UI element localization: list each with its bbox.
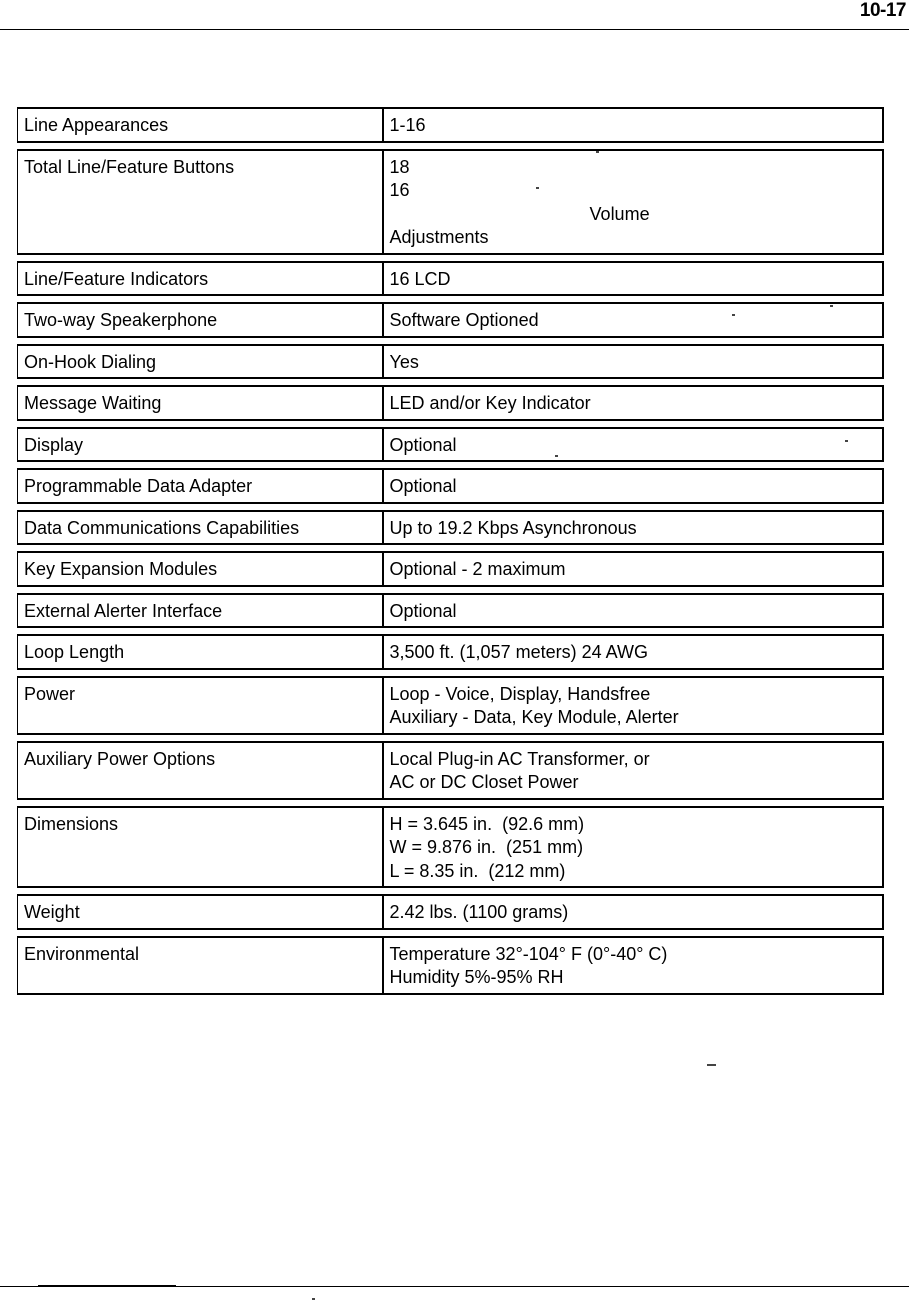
specifications-table-body bbox=[18, 108, 883, 994]
spec-value bbox=[383, 386, 883, 420]
spec-value bbox=[383, 895, 883, 929]
spec-value bbox=[383, 511, 883, 545]
row-gap bbox=[18, 929, 883, 937]
spec-row bbox=[18, 594, 883, 628]
row-gap bbox=[18, 586, 883, 594]
spec-value-line: 2.42 lbs. (1100 grams) bbox=[389, 902, 569, 922]
scan-speck bbox=[830, 305, 833, 307]
spec-value-line: Yes bbox=[389, 351, 419, 372]
header-rule bbox=[0, 29, 909, 30]
spec-row bbox=[18, 428, 883, 462]
spec-value bbox=[383, 635, 883, 669]
spec-value-line: Software Optioned bbox=[389, 310, 539, 330]
spec-value-line: Humidity 5%-95% RH bbox=[389, 967, 564, 987]
row-gap bbox=[18, 734, 883, 742]
spec-value-line: H = 3.645 in. (92.6 mm) bbox=[389, 813, 585, 834]
spec-value bbox=[383, 262, 883, 296]
spec-row bbox=[18, 742, 883, 799]
spec-value-line: 18 bbox=[389, 156, 410, 177]
row-gap bbox=[18, 142, 883, 150]
spec-row bbox=[18, 303, 883, 337]
row-gap bbox=[18, 503, 883, 511]
spec-label: Two-way Speakerphone bbox=[18, 303, 383, 337]
spec-value-line: 1-16 bbox=[389, 115, 426, 135]
spec-label: On-Hook Dialing bbox=[18, 345, 383, 379]
spec-label: Key Expansion Modules bbox=[18, 552, 383, 586]
spec-row bbox=[18, 386, 883, 420]
row-gap-cell bbox=[18, 734, 883, 742]
spec-label: Line Appearances bbox=[18, 108, 383, 142]
spec-row bbox=[18, 108, 883, 142]
scan-speck bbox=[555, 455, 558, 457]
spec-label: Programmable Data Adapter bbox=[18, 469, 383, 503]
row-gap-cell bbox=[18, 586, 883, 594]
row-gap-cell bbox=[18, 420, 883, 428]
spec-row bbox=[18, 895, 883, 929]
spec-label: Display bbox=[18, 428, 383, 462]
spec-row bbox=[18, 511, 883, 545]
spec-value bbox=[383, 677, 883, 734]
spec-value-line: Volume bbox=[389, 203, 650, 224]
row-gap-cell bbox=[18, 544, 883, 552]
spec-value-line: 16 LCD bbox=[389, 268, 451, 289]
spec-value bbox=[383, 594, 883, 628]
spec-row bbox=[18, 937, 883, 994]
spec-row bbox=[18, 552, 883, 586]
scan-speck bbox=[707, 1064, 716, 1066]
scan-speck bbox=[845, 440, 848, 442]
row-gap bbox=[18, 378, 883, 386]
spec-value-line: Local Plug-in AC Transformer, or bbox=[389, 748, 650, 769]
scan-speck bbox=[596, 151, 599, 153]
spec-value bbox=[383, 937, 883, 994]
spec-value-line: 3,500 ft. (1,057 meters) 24 AWG bbox=[389, 642, 648, 662]
spec-value-line: Up to 19.2 Kbps Asynchronous bbox=[389, 517, 637, 538]
spec-value bbox=[383, 428, 883, 462]
spec-value-line: Auxiliary - Data, Key Module, Alerter bbox=[389, 707, 679, 727]
spec-row bbox=[18, 469, 883, 503]
spec-value bbox=[383, 108, 883, 142]
row-gap bbox=[18, 254, 883, 262]
spec-label: Environmental bbox=[18, 937, 383, 994]
row-gap-cell bbox=[18, 799, 883, 807]
spec-label: Message Waiting bbox=[18, 386, 383, 420]
row-gap bbox=[18, 544, 883, 552]
spec-value bbox=[383, 150, 883, 254]
row-gap bbox=[18, 337, 883, 345]
spec-value bbox=[383, 345, 883, 379]
scan-speck bbox=[312, 1298, 315, 1300]
row-gap-cell bbox=[18, 337, 883, 345]
spec-label: Line/Feature Indicators bbox=[18, 262, 383, 296]
spec-label: Weight bbox=[18, 895, 383, 929]
footer-rule bbox=[0, 1286, 909, 1287]
spec-value bbox=[383, 742, 883, 799]
spec-row bbox=[18, 345, 883, 379]
page-number: 10-17 bbox=[859, 0, 906, 21]
row-gap bbox=[18, 799, 883, 807]
row-gap-cell bbox=[18, 254, 883, 262]
row-gap-cell bbox=[18, 461, 883, 469]
row-gap-cell bbox=[18, 887, 883, 895]
spec-value bbox=[383, 469, 883, 503]
spec-value-line: L = 8.35 in. (212 mm) bbox=[389, 860, 566, 881]
spec-row bbox=[18, 262, 883, 296]
row-gap-cell bbox=[18, 627, 883, 635]
row-gap-cell bbox=[18, 142, 883, 150]
spec-row bbox=[18, 677, 883, 734]
row-gap-cell bbox=[18, 503, 883, 511]
spec-label: Power bbox=[18, 677, 383, 734]
spec-value bbox=[383, 552, 883, 586]
row-gap bbox=[18, 420, 883, 428]
spec-value-line: 16 bbox=[389, 180, 410, 200]
spec-label: External Alerter Interface bbox=[18, 594, 383, 628]
row-gap bbox=[18, 461, 883, 469]
spec-value-line: Loop - Voice, Display, Handsfree bbox=[389, 683, 651, 704]
spec-value-line: Temperature 32°-104° F (0°-40° C) bbox=[389, 943, 668, 964]
scan-speck bbox=[536, 187, 539, 189]
row-gap bbox=[18, 669, 883, 677]
row-gap bbox=[18, 887, 883, 895]
spec-value-line: Adjustments bbox=[389, 227, 489, 247]
spec-row bbox=[18, 635, 883, 669]
spec-row bbox=[18, 150, 883, 254]
row-gap-cell bbox=[18, 295, 883, 303]
spec-label: Dimensions bbox=[18, 807, 383, 888]
spec-value bbox=[383, 303, 883, 337]
spec-label: Loop Length bbox=[18, 635, 383, 669]
spec-label: Total Line/Feature Buttons bbox=[18, 150, 383, 254]
spec-value-line: LED and/or Key Indicator bbox=[389, 393, 591, 413]
spec-value-line: W = 9.876 in. (251 mm) bbox=[389, 837, 584, 857]
row-gap-cell bbox=[18, 929, 883, 937]
spec-label: Data Communications Capabilities bbox=[18, 511, 383, 545]
spec-value bbox=[383, 807, 883, 888]
spec-value-line: Optional bbox=[389, 600, 457, 621]
row-gap-cell bbox=[18, 378, 883, 386]
scan-speck bbox=[732, 314, 735, 316]
spec-row bbox=[18, 807, 883, 888]
spec-label: Auxiliary Power Options bbox=[18, 742, 383, 799]
row-gap-cell bbox=[18, 669, 883, 677]
specifications-table bbox=[17, 107, 884, 995]
row-gap bbox=[18, 295, 883, 303]
spec-value-line: AC or DC Closet Power bbox=[389, 772, 579, 792]
spec-value-line: Optional bbox=[389, 434, 457, 455]
spec-value-line: Optional - 2 maximum bbox=[389, 559, 566, 579]
spec-value-line: Optional bbox=[389, 476, 457, 496]
row-gap bbox=[18, 627, 883, 635]
